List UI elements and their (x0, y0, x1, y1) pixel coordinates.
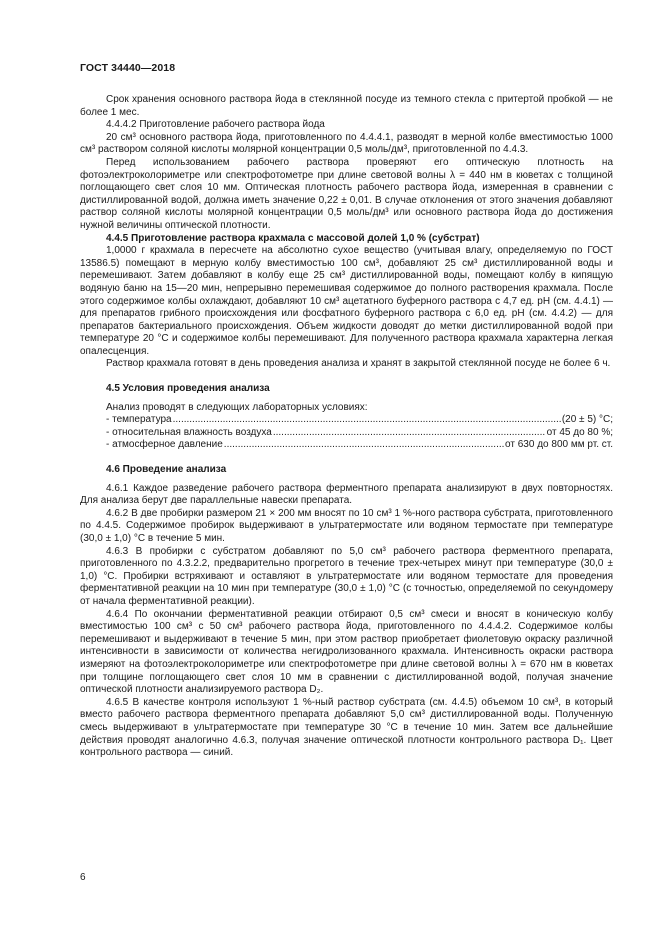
paragraph: Раствор крахмала готовят в день проведения анализа и хранят в закрытой стеклянной посуде не более 6 ч. (106, 358, 611, 370)
paragraph: 4.6.3 В пробирки с субстратом добавляют по 5,0 см³ рабочего раствора ферментного препарата, приготовленного по 4.3.2.2, предварительно прогретого в течение трех-четырех минут при температуре (30,0 ± 1,0) °С. Пробирки встряхивают и оставляют в ультратермостате или водяном термостате для проведения ферментативной реакции на 10 мин при температуре (30,0 ± 1,0) °С (с точностью, определяемой по секундомеру от начала ферментативной реакции). (80, 545, 613, 607)
condition-value: (20 ± 5) °С; (561, 414, 613, 426)
paragraph: 4.6.2 В две пробирки размером 21 × 200 мм вносят по 10 см³ 1 %-ного раствора субстрата, приготовленного по 4.4.5. Содержимое пробирок выдерживают в ультратермостате или водяном термостате при температуре (30,0 ± 1,0) °С в течение 5 мин. (80, 507, 613, 544)
condition-label: - атмосферное давление (106, 439, 223, 451)
page-number: 6 (80, 872, 86, 883)
leader-dots (224, 439, 504, 452)
paragraph: 1,0000 г крахмала в пересчете на абсолютно сухое вещество (учитывая влагу, определяемую по ГОСТ 13586.5) помещают в мерную колбу вместимостью 100 см³, добавляют 25 см³ дистиллированной воды и перемешивают. Затем добавляют в колбу еще 25 см³ дистиллированной воды, помещают колбу в кипящую водяную баню на 15—20 мин, непрерывно перемешивая содержимое до полного растворения крахмала. После этого содержимое колбы охлаждают, добавляют 10 см³ ацетатного буферного раствора с 4,7 ед. рН (см. 4.4.1) — для препаратов грибного происхождения или фосфатного буферного раствора с 6,0 ед. рН (см. 4.4.2) — для препаратов бактериального происхождения. Объем жидкости доводят до метки дистиллированной водой при температуре 20 °С и содержимое колбы перемешивают. Для полученного раствора крахмала характерна легкая опалесценция. (80, 245, 613, 357)
condition-value: от 45 до 80 %; (546, 426, 613, 438)
paragraph: Перед использованием рабочего раствора проверяют его оптическую плотность на фотоэлектроколориметре или спектрофотометре при длине световой волны λ = 440 нм в кюветах с толщиной поглощающего свет слоя 10 мм. Оптическая плотность рабочего раствора йода, измеренная в сравнении с дистиллированной водой, должна иметь значение 0,22 ± 0,01. В случае отклонения от этого значения добавляют раствор соляной кислоты молярной концентрации 0,5 моль/дм³ или основного раствора йода до достижения нужной величины оптической плотности. (80, 156, 613, 231)
condition-row (80, 427, 613, 440)
condition-label: - температура (106, 414, 172, 426)
spacer (80, 452, 613, 464)
paragraph: 4.6.4 По окончании ферментативной реакции отбирают 0,5 см³ смеси и вносят в коническую колбу вместимостью 100 см³ с 50 см³ рабочего раствора йода, приготовленного по 4.4.4.2. Содержимое колбы перемешивают и выдерживают в течение 5 мин, при этом раствор приобретает фиолетовую окраску различной интенсивности в зависимости от количества негидролизованного крахмала. Интенсивность окраски раствора измеряют на фотоэлектроколориметре или спектрофотометре при длине световой волны λ = 670 нм в кюветах при толщине поглощающего свет слоя 10 мм в сравнении с дистиллированной водой, получая значение оптической плотности анализируемого раствора D₂. (80, 608, 613, 696)
paragraph: 4.6.1 Каждое разведение рабочего раствора ферментного препарата анализируют в двух повторностях. Для анализа берут две параллельные навески препарата. (80, 482, 613, 507)
running-header: ГОСТ 34440—2018 (80, 62, 176, 74)
spacer (80, 371, 613, 383)
section-heading: Анализ проводят в следующих лабораторных условиях: (106, 401, 368, 413)
section-heading: 4.4.5 Приготовление раствора крахмала с массовой долей 1,0 % (субстрат) (106, 232, 480, 244)
condition-row (80, 439, 613, 452)
condition-value: от 630 до 800 мм рт. ст. (505, 439, 613, 451)
condition-row (80, 414, 613, 427)
paragraph: 4.6.5 В качестве контроля используют 1 %-ный раствор субстрата (см. 4.4.5) объемом 10 см³, в который вместо рабочего раствора ферментного препарата добавляют 5,0 см³ дистиллированной воды. Полученную смесь выдерживают в ультратермостате при температуре 30 °С в течение 10 мин. Затем все дальнейшие действия проводят аналогично 4.6.3, получая значение оптической плотности контрольного раствора D₁. Цвет контрольного раствора — синий. (80, 696, 613, 759)
paragraph: 20 см³ основного раствора йода, приготовленного по 4.4.4.1, разводят в мерной колбе вместимостью 1000 см³ раствором соляной кислоты молярной концентрации 0,5 моль/дм³, приготовленной по 4.4.3. (80, 131, 613, 156)
leader-dots (273, 427, 546, 440)
condition-label: - относительная влажность воздуха (106, 426, 272, 438)
section-heading: 4.6 Проведение анализа (106, 464, 227, 476)
section-heading: 4.5 Условия проведения анализа (106, 383, 270, 395)
section-heading: 4.4.4.2 Приготовление рабочего раствора йода (106, 119, 325, 131)
document-body (80, 94, 613, 760)
paragraph: Срок хранения основного раствора йода в стеклянной посуде из темного стекла с притертой пробкой — не более 1 мес. (80, 94, 613, 118)
leader-dots (173, 414, 561, 427)
